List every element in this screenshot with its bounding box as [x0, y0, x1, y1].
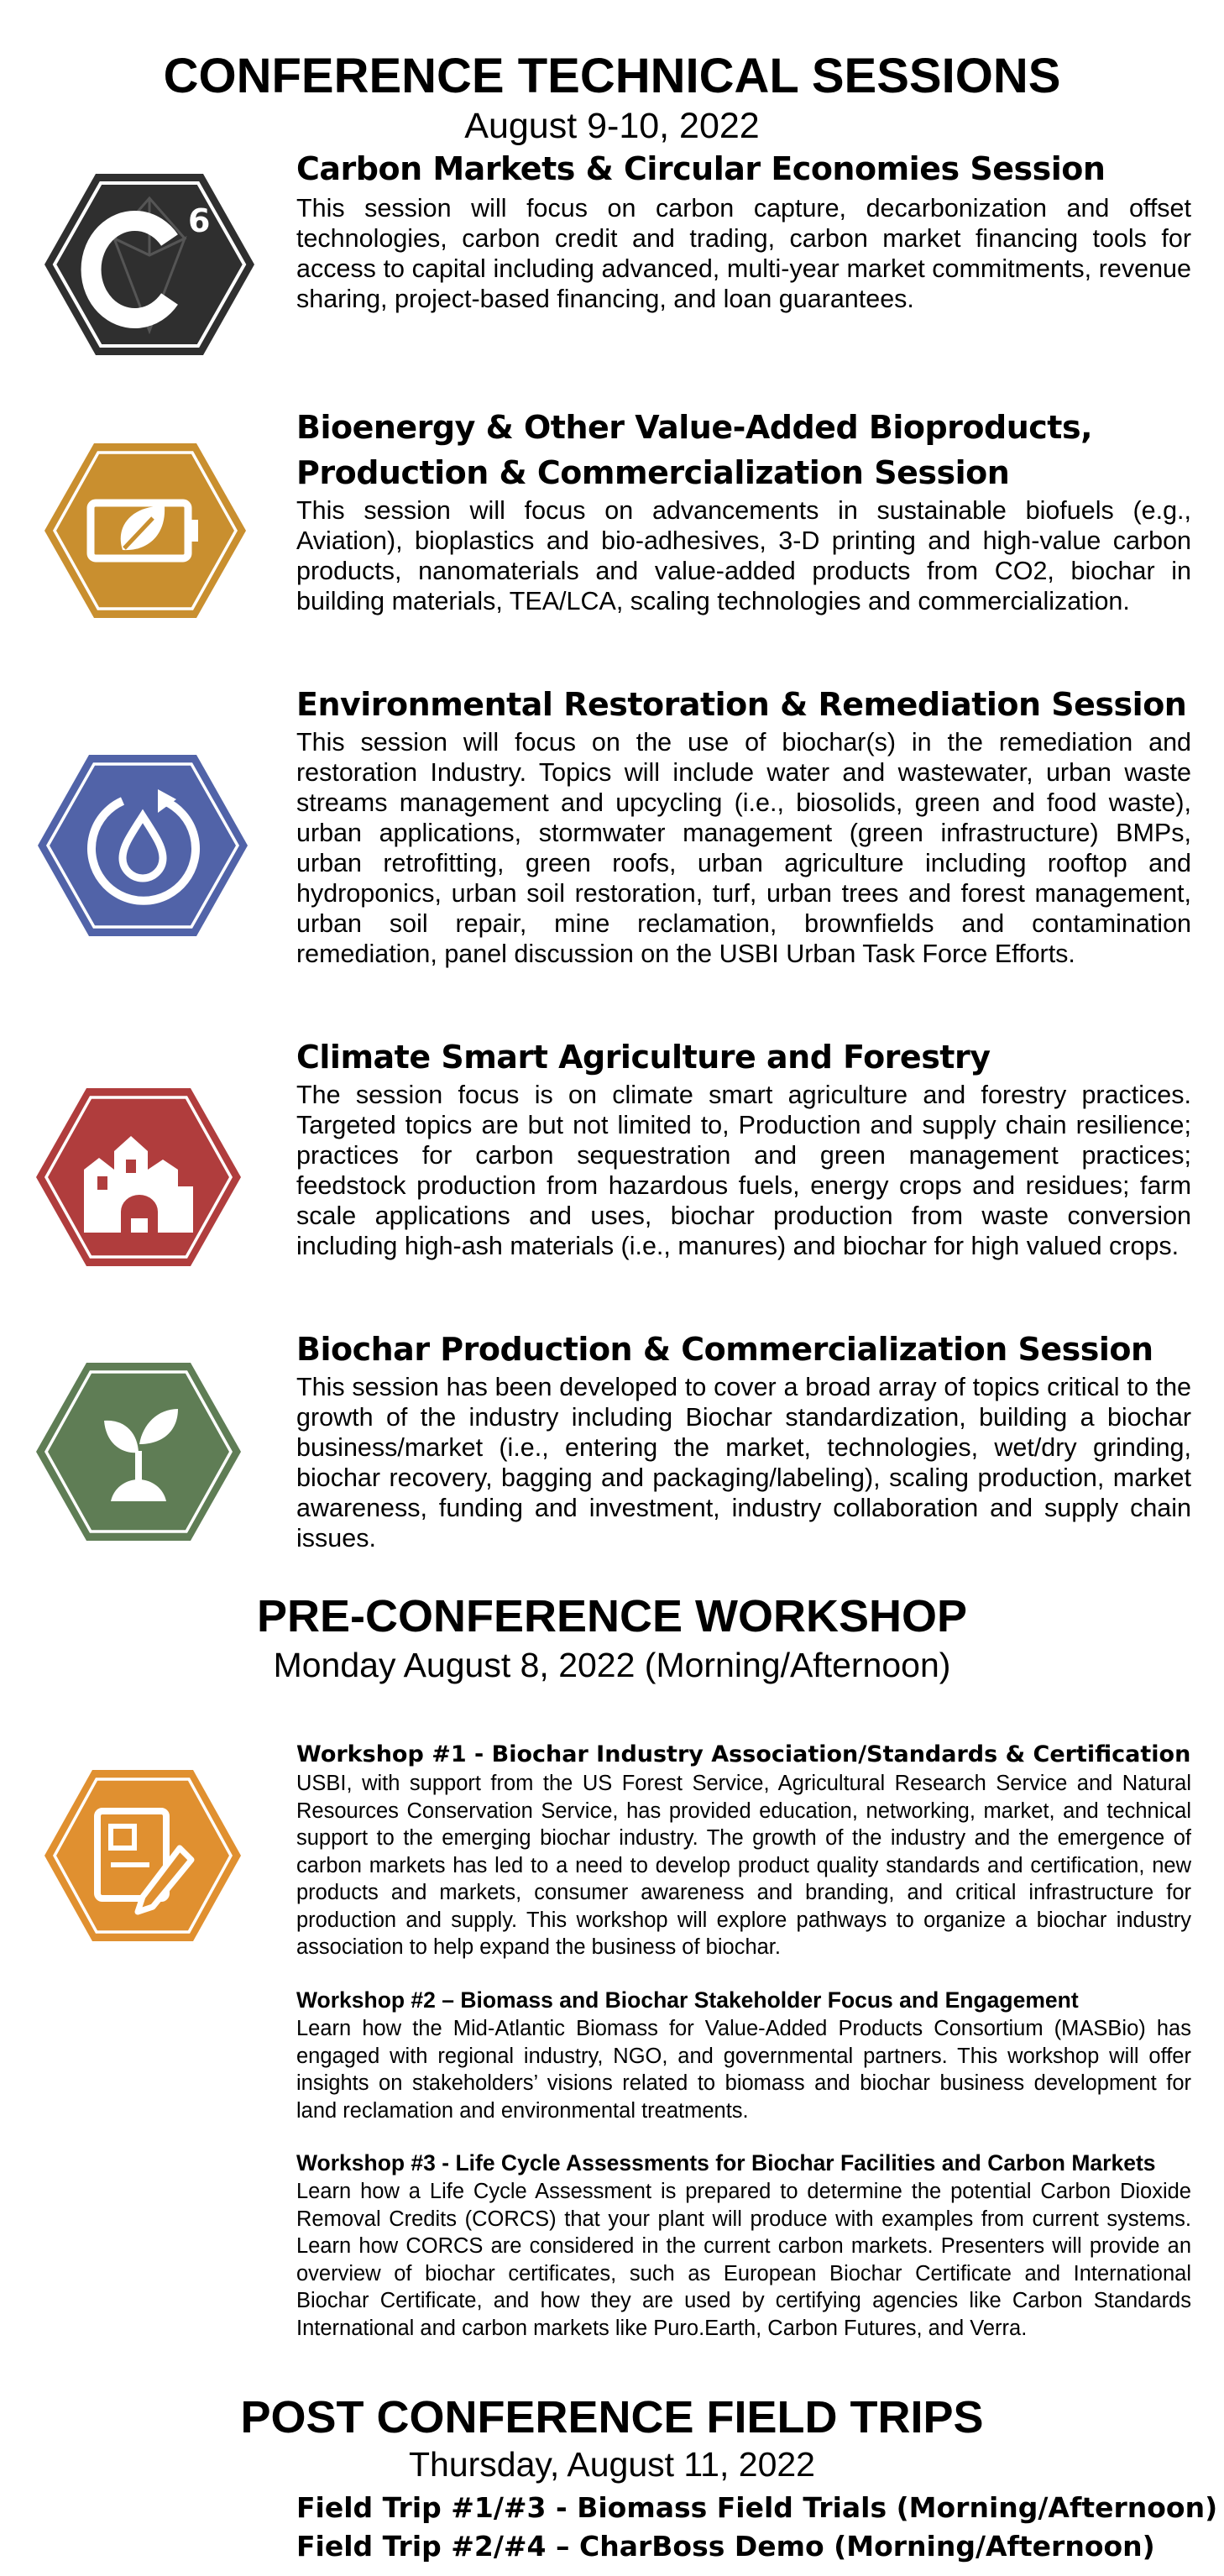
notebook-pencil-icon — [42, 1767, 243, 1944]
conference-dates: August 9-10, 2022 — [464, 106, 760, 146]
session-icon-climate-agriculture — [34, 1086, 243, 1269]
session-icon-environmental — [35, 752, 250, 939]
field-trips-date: Thursday, August 11, 2022 — [409, 2445, 815, 2484]
workshop-description: Learn how a Life Cycle Assessment is prepared to determine the potential Carbon Dioxide Removal Credits (CORCS) that your plant will produce with examples from current systems. Learn how CORCS are considered in the current carbon markets. Presenters will provide an overview of biochar certificates, such as European Biochar Certificate and International Biochar Certificate, and how they are used by certifying agencies like Carbon Standards International and carbon markets like Puro.Earth, Carbon Futures, and Verra. — [296, 2180, 1191, 2340]
page-title: CONFERENCE TECHNICAL SESSIONS — [163, 49, 1061, 103]
session-title: Bioenergy & Other Value-Added Bioproducts, Production & Commercialization Session — [296, 409, 1093, 491]
session-title: Climate Smart Agriculture and Forestry — [296, 1039, 991, 1076]
c6-logo-icon — [42, 171, 257, 358]
session-title: Carbon Markets & Circular Economies Session — [296, 150, 1106, 187]
field-trips-title: POST CONFERENCE FIELD TRIPS — [240, 2392, 984, 2442]
workshop-section-title: PRE-CONFERENCE WORKSHOP — [256, 1591, 968, 1641]
field-trip-item: Field Trip #1/#3 - Biomass Field Trials (Morning/Afternoon) — [296, 2491, 1218, 2524]
water-drop-cycle-icon — [35, 752, 250, 939]
workshop-title: Workshop #2 – Biomass and Biochar Stakeholder Focus and Engagement — [296, 1987, 1079, 2013]
field-trip-item: Field Trip #2/#4 – CharBoss Demo (Morning/Afternoon) — [296, 2530, 1155, 2563]
workshop-icon — [42, 1767, 243, 1944]
session-icon-bioenergy — [42, 441, 248, 620]
session-description: The session focus is on climate smart agriculture and forestry practices. Targeted topics are but not limited to, Production and supply chain resilience; practices for carbon sequestration and green management practices; feedstock production from hazardous fuels, energy crops and residues; farm scale applications and uses, biochar production from waste conversion including high-ash materials (i.e., manures) and biochar for high valued crops. — [296, 1081, 1191, 1260]
session-title: Environmental Restoration & Remediation Session — [296, 686, 1187, 723]
farm-silo-icon — [34, 1086, 243, 1269]
workshop-description: USBI, with support from the US Forest Service, Agricultural Research Service and Natural Resources Conservation Service, has provided education, networking, market, and technical support to the emerging biochar industry. The growth of the industry and the emergence of carbon markets has led to a need to develop product quality standards and certification, new products and markets, consumer awareness and branding, and critical infrastructure for production and supply. This workshop will explore pathways to organize a biochar industry association to help expand the business of biochar. — [296, 1772, 1191, 1959]
battery-leaf-icon — [42, 441, 248, 620]
session-icon-carbon-markets — [42, 171, 257, 358]
session-title: Biochar Production & Commercialization Session — [296, 1331, 1153, 1368]
seedling-icon — [34, 1360, 243, 1543]
workshop-section-date: Monday August 8, 2022 (Morning/Afternoon) — [273, 1646, 951, 1684]
svg-text:6: 6 — [188, 202, 211, 239]
session-icon-biochar-production — [34, 1360, 243, 1543]
session-description: This session will focus on advancements in sustainable biofuels (e.g., Aviation), bioplastics and bio-adhesives, 3-D printing and high-value carbon products, nanomaterials and value-added products from CO2, biochar in building materials, TEA/LCA, scaling technologies and commercialization. — [296, 496, 1191, 615]
workshop-title: Workshop #3 - Life Cycle Assessments for Biochar Facilities and Carbon Markets — [296, 2150, 1156, 2175]
session-description: This session will focus on the use of biochar(s) in the remediation and restoration Industry. Topics will include water and wastewater, urban waste streams management and upcycling (i.e., biosolids, green and food waste), urban applications, stormwater management (green infrastructure) BMPs, urban retrofitting, green roofs, urban agriculture including rooftop and hydroponics, urban soil restoration, turf, urban trees and forest management, urban soil repair, mine reclamation, brownfields and contamination remediation, panel discussion on the USBI Urban Task Force Efforts. — [296, 728, 1191, 968]
session-description: This session will focus on carbon capture, decarbonization and offset technologies, carbon credit and trading, carbon market financing tools for access to capital including advanced, multi-year market commitments, revenue sharing, project-based financing, and loan guarantees. — [296, 194, 1191, 313]
workshop-description: Learn how the Mid-Atlantic Biomass for Value-Added Products Consortium (MASBio) has engaged with regional industry, NGO, and governmental partners. This workshop will offer insights on stakeholders’ visions related to biomass and biochar business development for land reclamation and environmental treatments. — [296, 2017, 1191, 2123]
workshop-title: Workshop #1 - Biochar Industry Association/Standards & Certification — [296, 1741, 1191, 1767]
session-description: This session has been developed to cover a broad array of topics critical to the growth of the industry including Biochar standardization, building a biochar business/market (i.e., entering the market, technologies, wet/dry grinding, biochar recovery, bagging and packaging/labeling), scaling production, market awareness, funding and investment, industry collaboration and supply chain issues. — [296, 1373, 1191, 1552]
